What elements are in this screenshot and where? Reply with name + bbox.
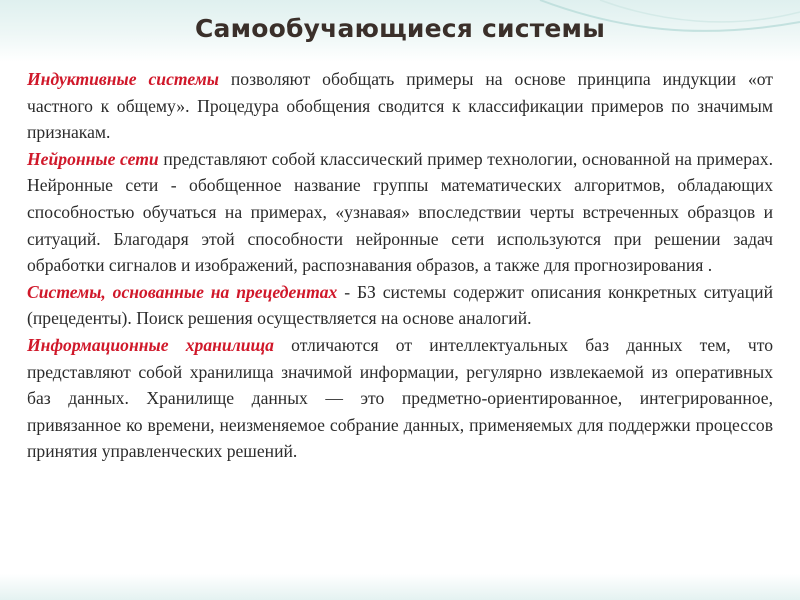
paragraph-neural-networks (27, 146, 773, 279)
paragraph-text: отличаются от интеллектуальных баз данных тем, что представляют собой хранилища значимой информации, регулярно извлекаемой из оперативных баз данных. Хранилище данных — это предметно-ориентированное, интегрированное, привязанное ко времени, неизменяемое собрание данных, применяемых для поддержки процессов принятия управленческих решений. (27, 334, 774, 462)
paragraph-text: позволяют обобщать примеры на основе принципа индукции «от частного к общему». Процедура обобщения сводится к классификации примеров по значимым признакам. (27, 69, 773, 143)
term-neural-networks: Нейронные сети (27, 148, 159, 169)
term-data-warehouses: Информационные хранилища (27, 334, 274, 355)
paragraph-case-based-systems (27, 279, 773, 332)
paragraph-text: представляют собой классический пример технологии, основанной на примерах. Нейронные сети - обобщенное название группы математических алгоритмов, обладающих способностью обучаться на примерах, «узнавая» впоследствии черты встреченных образцов и ситуаций. Благодаря этой способности нейронные сети используются при решении задач обработки сигналов и изображений, распознавания образов, а также для прогнозирования . (27, 148, 773, 276)
paragraph-inductive-systems (27, 66, 773, 146)
footer-background (0, 574, 800, 600)
slide-body (27, 66, 773, 465)
page-title: Самообучающиеся системы (194, 14, 606, 43)
paragraph-text: - БЗ системы содержит описания конкретных ситуаций (прецеденты). Поиск решения осуществляется на основе аналогий. (27, 281, 773, 329)
term-case-based-systems: Системы, основанные на прецедентах (27, 281, 338, 302)
term-inductive-systems: Индуктивные системы (27, 69, 219, 89)
paragraph-data-warehouses (27, 332, 773, 465)
